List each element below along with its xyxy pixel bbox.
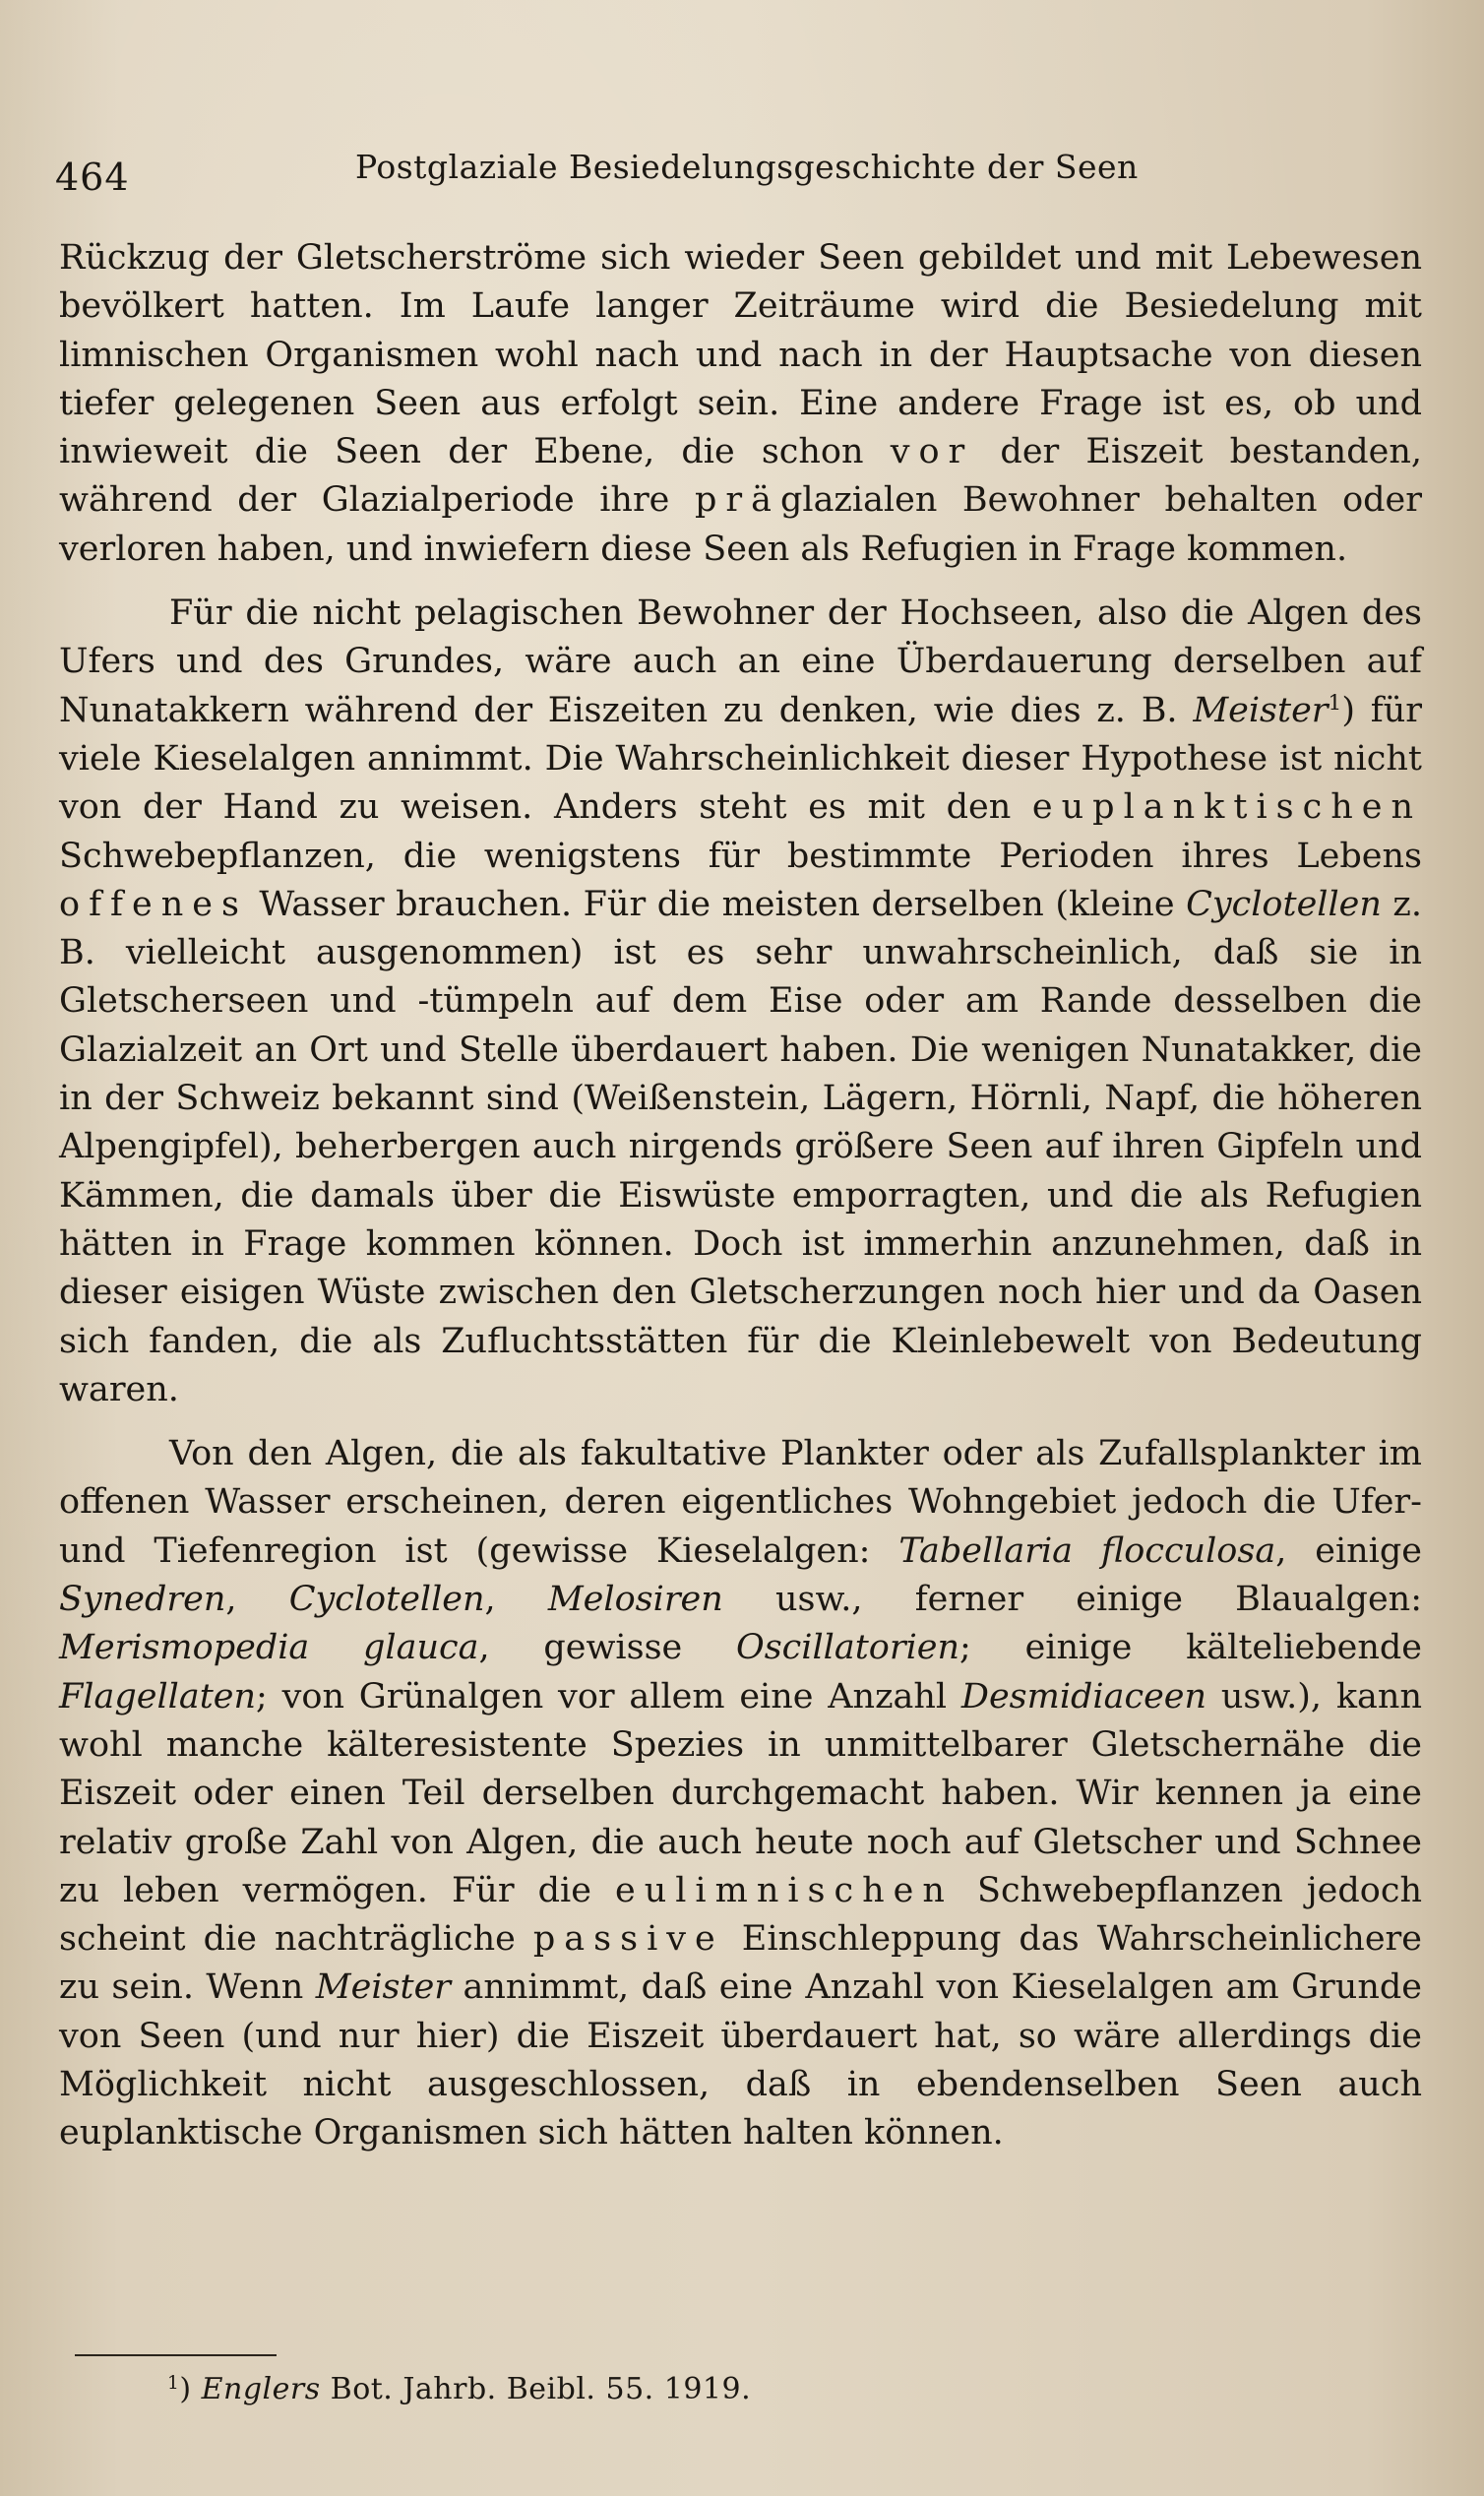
paragraph-1	[59, 234, 1422, 574]
taxon-name: Cyclotellen	[288, 1580, 485, 1620]
footnote-author: Englers	[201, 2372, 321, 2406]
author-name: Meister	[315, 1967, 452, 2008]
text-run: usw.), kann wohl manche kälteresistente Spezies in unmittelbarer Gletschernähe die Eiszeit oder einen Teil derselben durchgemacht haben. Wir kennen ja eine relativ große Zahl von Algen, die auch heute noch auf Gletscher und Schnee zu leben vermögen. Für die	[59, 1676, 1422, 1910]
text-run: ; einige kälteliebende	[959, 1628, 1422, 1668]
text-run: Wasser brauchen. Für die meisten derselben (kleine	[247, 884, 1187, 924]
paragraph-2	[59, 590, 1422, 1414]
taxon-name: Merismopedia glauca	[59, 1628, 479, 1668]
author-name: Meister	[1193, 690, 1329, 730]
text-run: , gewisse	[478, 1628, 737, 1668]
running-title: Postglaziale Besiedelungsgeschichte der Seen	[355, 148, 1139, 186]
text-run: glazialen Bewohner behalten oder verloren haben, und inwiefern diese Seen als Refugien in Frage kommen.	[59, 480, 1422, 569]
text-run: , einige	[1275, 1530, 1422, 1571]
text-run: ,	[225, 1580, 289, 1620]
taxon-name: Desmidiaceen	[960, 1676, 1207, 1716]
text-run: ,	[484, 1580, 548, 1620]
page-header	[55, 148, 1423, 207]
spaced-emphasis: euplanktischen	[1031, 787, 1422, 828]
text-run: Rückzug der Gletscherströme sich wieder Seen gebildet und mit Lebewesen bevölkert hatten. Im Laufe langer Zeiträume wird die Besiedelung mit limnischen Organismen wohl nach und nach in der Hauptsache von diesen tiefer gelegenen Seen aus erfolgt sein. Eine andere Frage ist es, ob und inwieweit die Seen der Ebene, die schon	[59, 238, 1422, 472]
text-run: der Eiszeit bestanden, während der Glazialperiode ihre	[59, 432, 1423, 521]
taxon-name: Tabellaria flocculosa	[898, 1530, 1276, 1571]
footnote-text: Bot. Jahrb. Beibl. 55. 1919.	[320, 2372, 752, 2406]
page-number: 464	[55, 156, 130, 199]
text-run: Einschleppung das Wahrscheinlichere zu sein. Wenn	[59, 1919, 1422, 2008]
text-run: Für die nicht pelagischen Bewohner der Hochseen, also die Algen des Ufers und des Grundes, wäre auch an eine Überdauerung derselben auf Nunatakkern während der Eiszeiten zu denken, wie dies z. B.	[59, 593, 1422, 730]
spaced-emphasis: vor	[890, 432, 974, 472]
body-text	[59, 234, 1422, 2158]
spaced-emphasis: offenes	[59, 884, 248, 924]
text-run: z. B. vielleicht ausgenommen) ist es sehr unwahrscheinlich, daß sie in Gletscherseen und -tümpeln auf dem Eise oder am Rande desselben die Glazialzeit an Ort und Stelle überdauert haben. Die wenigen Nunatakker, die in der Schweiz bekannt sind (Weißenstein, Lägern, Hörnli, Napf, die höheren Alpengipfel), beherbergen auch nirgends größere Seen auf ihren Gipfeln und Kämmen, die damals über die Eiswüste emporragten, und die als Refugien hätten in Frage kommen können. Doch ist immerhin anzunehmen, daß in dieser eisigen Wüste zwischen den Gletscherzungen noch hier und da Oasen sich fanden, die als Zufluchtsstätten für die Kleinlebewelt von Bedeutung waren.	[59, 884, 1422, 1409]
paragraph-3	[59, 1430, 1422, 2157]
footnote: $^1$) Englers Bot. Jahrb. Beibl. 55. 1919.	[167, 2372, 752, 2406]
spaced-emphasis: prä	[694, 480, 780, 521]
taxon-name: Oscillatorien	[736, 1628, 960, 1668]
text-run: Schwebepflanzen, die wenigstens für bestimmte Perioden ihres Lebens	[59, 836, 1422, 876]
text-run: ) für viele Kieselalgen annimmt. Die Wahrscheinlichkeit dieser Hypothese ist nicht von der Hand zu weisen. Anders steht es mit den	[59, 690, 1422, 828]
spaced-emphasis: eulimnischen	[614, 1870, 954, 1910]
text-run: usw., ferner einige Blaualgen:	[722, 1580, 1422, 1620]
text-run: Schwebepflanzen jedoch scheint die nachträgliche	[59, 1870, 1422, 1960]
text-run: annimmt, daß eine Anzahl von Kieselalgen am Grunde von Seen (und nur hier) die Eiszeit überdauert hat, so wäre allerdings die Möglichkeit nicht ausgeschlossen, daß in ebendenselben Seen auch euplanktische Organismen sich hätten halten können.	[59, 1967, 1422, 2153]
footnote-divider	[75, 2354, 277, 2356]
footnote-reference: 1	[1328, 690, 1342, 716]
text-run: Von den Algen, die als fakultative Plankter oder als Zufallsplankter im offenen Wasser erscheinen, deren eigentliches Wohngebiet jedoch die Ufer- und Tiefenregion ist (gewisse Kieselalgen:	[59, 1434, 1422, 1571]
taxon-name: Synedren	[59, 1580, 226, 1620]
footnote-marker: 1	[167, 2372, 180, 2394]
spaced-emphasis: passive	[532, 1919, 724, 1960]
taxon-name: Cyclotellen	[1186, 884, 1382, 924]
taxon-name: Flagellaten	[59, 1676, 257, 1716]
taxon-name: Melosiren	[547, 1580, 723, 1620]
text-run: ; von Grünalgen vor allem eine Anzahl	[256, 1676, 961, 1716]
